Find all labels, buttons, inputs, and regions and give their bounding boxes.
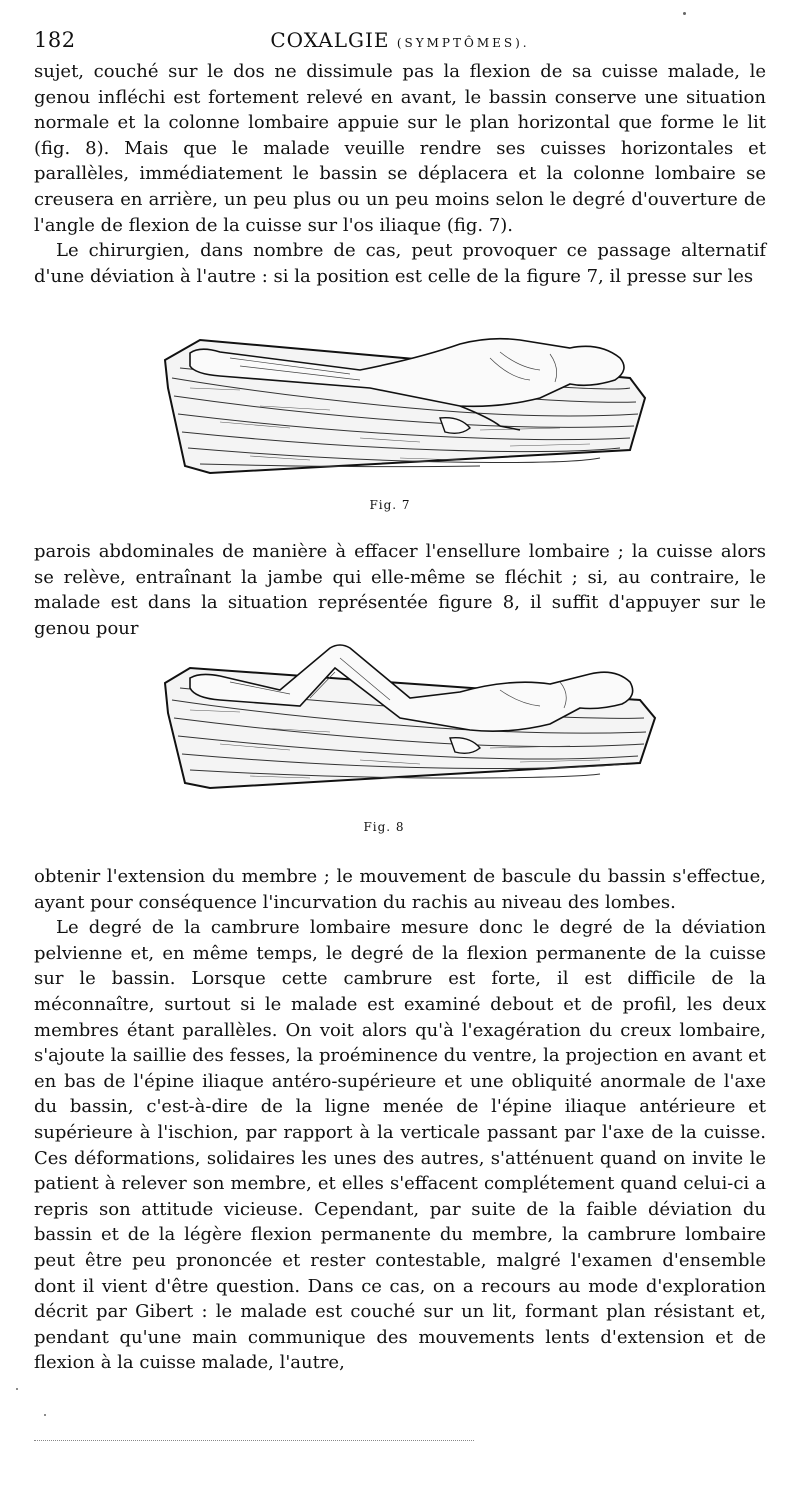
text-block-middle xyxy=(34,539,766,641)
page-bottom-rule xyxy=(34,1440,474,1445)
figure-7-caption: Fig. 7 xyxy=(369,498,411,512)
paragraph-surgeon: Le chirurgien, dans nombre de cas, peut provoquer ce passage alternatif d'une déviation à l'autre : si la position est celle de la figure 7, il presse sur les xyxy=(34,240,766,287)
fig7-engraving xyxy=(160,318,660,493)
text-block-bottom xyxy=(34,864,766,1376)
print-speck xyxy=(683,12,686,15)
running-head xyxy=(34,28,766,52)
running-head-title: COXALGIE xyxy=(270,28,390,52)
running-head-subtitle: (SYMPTÔMES). xyxy=(396,36,530,50)
paragraph-abdominal: parois abdominales de manière à effacer l'ensellure lombaire ; la cuisse alors se relève, entraînant la jambe qui elle-même se fléchit ; si, au contraire, le malade est dans la situation représentée figure 8, il suffit d'appuyer sur le genou pour xyxy=(34,541,766,639)
figure-8-illustration xyxy=(160,638,660,803)
figure-7-illustration xyxy=(160,318,660,493)
text-block-top xyxy=(34,59,766,289)
page-number: 182 xyxy=(34,28,76,52)
paragraph-continuation: sujet, couché sur le dos ne dissimule pas la flexion de sa cuisse malade, le genou infléchi est fortement relevé en avant, le bassin conserve une situation normale et la colonne lombaire appuie sur le plan horizontal que forme le lit (fig. 8). Mais que le malade veuille rendre ses cuisses horizontales et parallèles, immédiatement le bassin se déplacera et la colonne lombaire se creusera en arrière, un peu plus ou un peu moins selon le degré d'ouverture de l'angle de flexion de la cuisse sur l'os iliaque (fig. 7). xyxy=(34,61,766,236)
fig8-engraving xyxy=(160,638,660,803)
print-speck xyxy=(16,1388,18,1390)
paragraph-extension: obtenir l'extension du membre ; le mouvement de bascule du bassin s'effectue, ayant pour conséquence l'incurvation du rachis au niveau des lombes. xyxy=(34,866,766,913)
print-speck xyxy=(44,1414,46,1416)
paragraph-lumbar-curve: Le degré de la cambrure lombaire mesure donc le degré de la déviation pelvienne et, en même temps, le degré de la flexion permanente de la cuisse sur le bassin. Lorsque cette cambrure est forte, il est difficile de la méconnaître, surtout si le malade est examiné debout et de profil, les deux membres étant parallèles. On voit alors qu'à l'exagération du creux lombaire, s'ajoute la saillie des fesses, la proéminence du ventre, la projection en avant et en bas de l'épine iliaque antéro-supérieure et une obliquité anormale de l'axe du bassin, c'est-à-dire de la ligne menée de l'épine iliaque antérieure et supérieure à l'ischion, par rapport à la verticale passant par l'axe de la cuisse. Ces déformations, solidaires les unes des autres, s'atténuent quand on invite le patient à relever son membre, et elles s'effacent complétement quand celui-ci a repris son attitude vicieuse. Cependant, par suite de la faible déviation du bassin et de la légère flexion permanente du membre, la cambrure lombaire peut être peu prononcée et rester contestable, malgré l'examen d'ensemble dont il vient d'être question. Dans ce cas, on a recours au mode d'exploration décrit par Gibert : le malade est couché sur un lit, formant plan résistant et, pendant qu'une main communique des mouvements lents d'extension et de flexion à la cuisse malade, l'autre, xyxy=(34,917,766,1374)
figure-8-caption: Fig. 8 xyxy=(363,820,405,834)
page-header xyxy=(34,28,766,58)
